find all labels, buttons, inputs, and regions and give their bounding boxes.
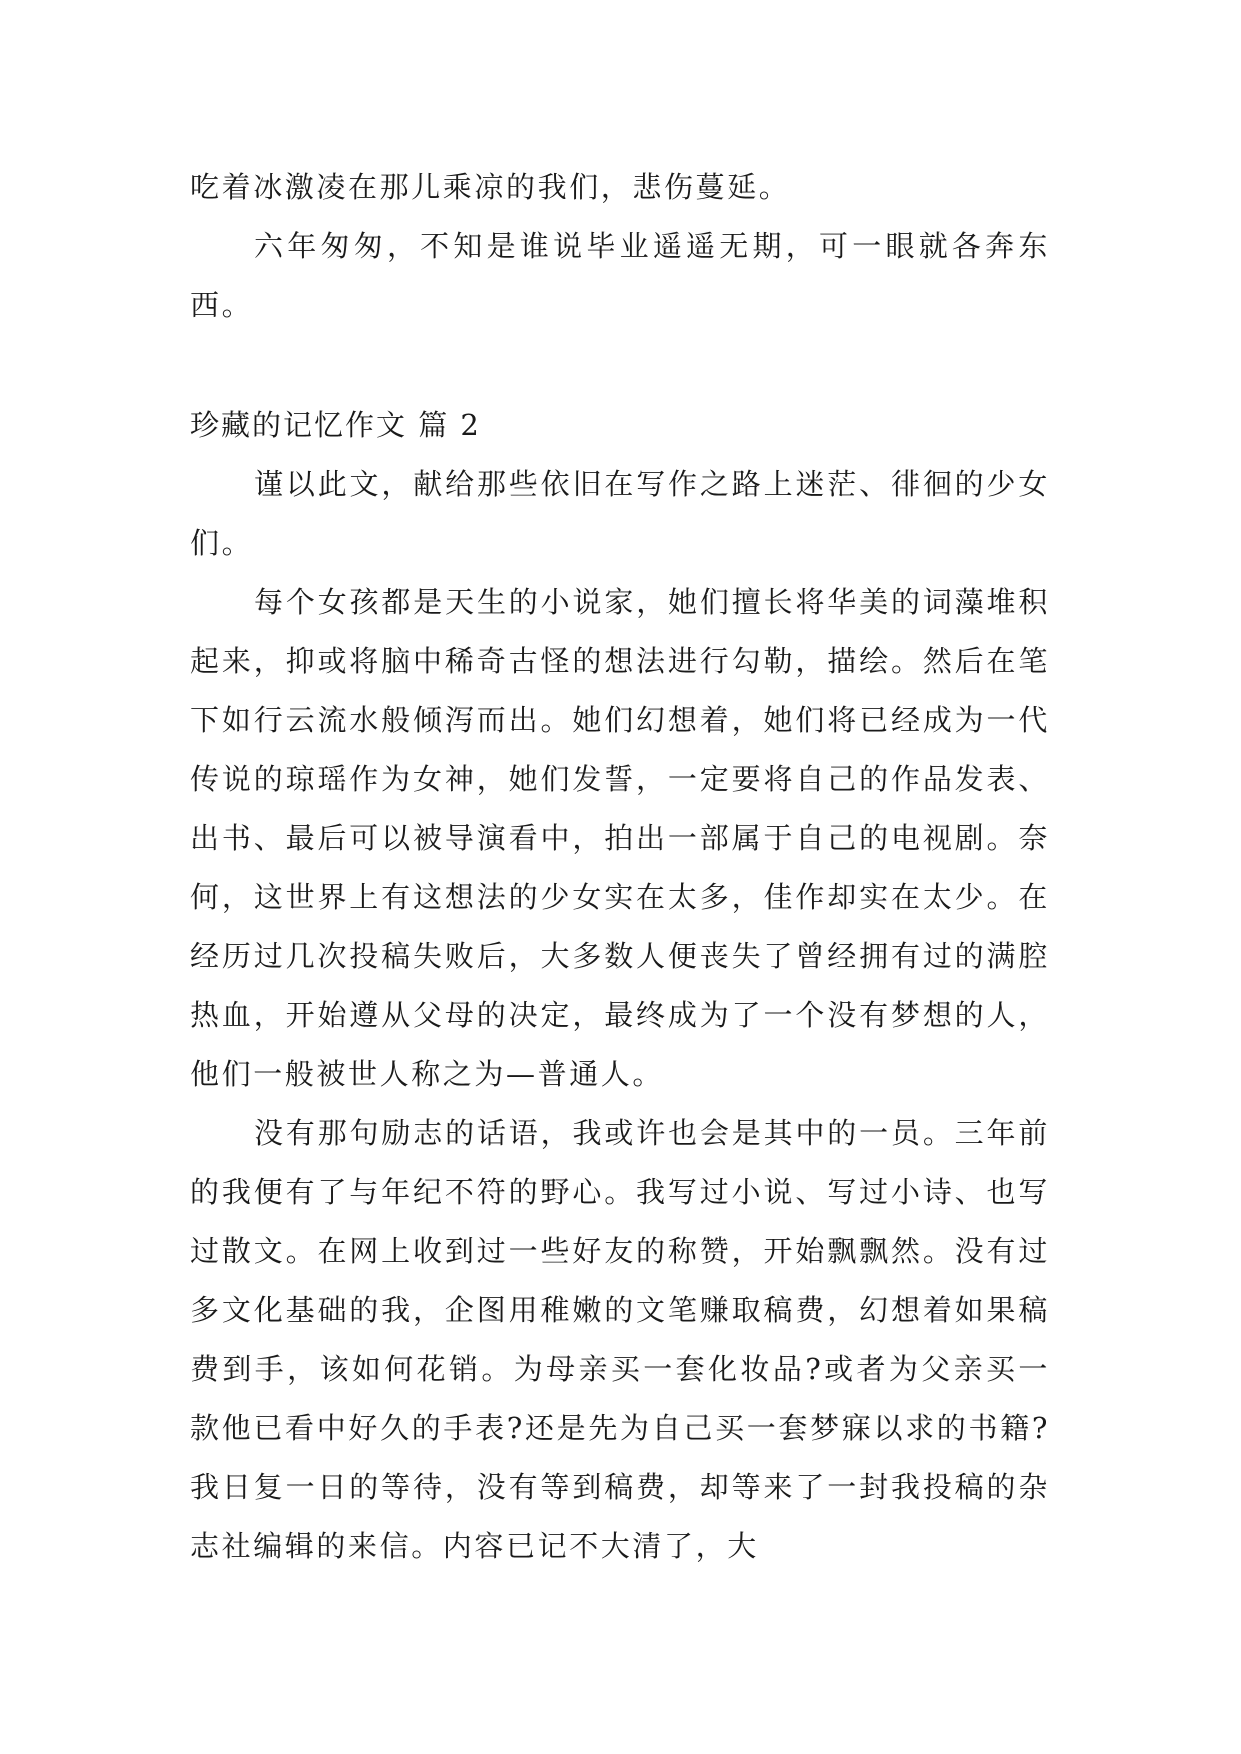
paragraph-graduation: 六年匆匆，不知是谁说毕业遥遥无期，可一眼就各奔东西。 [190,229,1050,322]
section-heading: 珍藏的记忆作文 篇 2 [190,408,481,442]
paragraph-girls-novelists: 每个女孩都是天生的小说家，她们擅长将华美的词藻堆积起来，抑或将脑中稀奇古怪的想法进行勾勒，描绘。然后在笔下如行云流水般倾泻而出。她们幻想着，她们将已经成为一代传说的琼瑶作为女神，她们发誓，一定要将自己的作品发表、出书、最后可以被导演看中，拍出一部属于自己的电视剧。奈何，这世界上有这想法的少女实在太多，佳作却实在太少。在经历过几次投稿失败后，大多数人便丧失了曾经拥有过的满腔热血，开始遵从父母的决定，最终成为了一个没有梦想的人，他们一般被世人称之为—普通人。 [190,585,1050,1091]
document-content [190,158,1050,1576]
paragraph-dedication: 谨以此文，献给那些依旧在写作之路上迷茫、徘徊的少女们。 [190,467,1050,560]
paragraph-ambition: 没有那句励志的话语，我或许也会是其中的一员。三年前的我便有了与年纪不符的野心。我写过小说、写过小诗、也写过散文。在网上收到过一些好友的称赞，开始飘飘然。没有过多文化基础的我，企图用稚嫩的文笔赚取稿费，幻想着如果稿费到手，该如何花销。为母亲买一套化妆品?或者为父亲买一款他已看中好久的手表?还是先为自己买一套梦寐以求的书籍?我日复一日的等待，没有等到稿费，却等来了一封我投稿的杂志社编辑的来信。内容已记不大清了，大 [190,1116,1050,1563]
section-gap [190,335,1050,396]
paragraph-continuation: 吃着冰激凌在那儿乘凉的我们，悲伤蔓延。 [190,170,791,204]
